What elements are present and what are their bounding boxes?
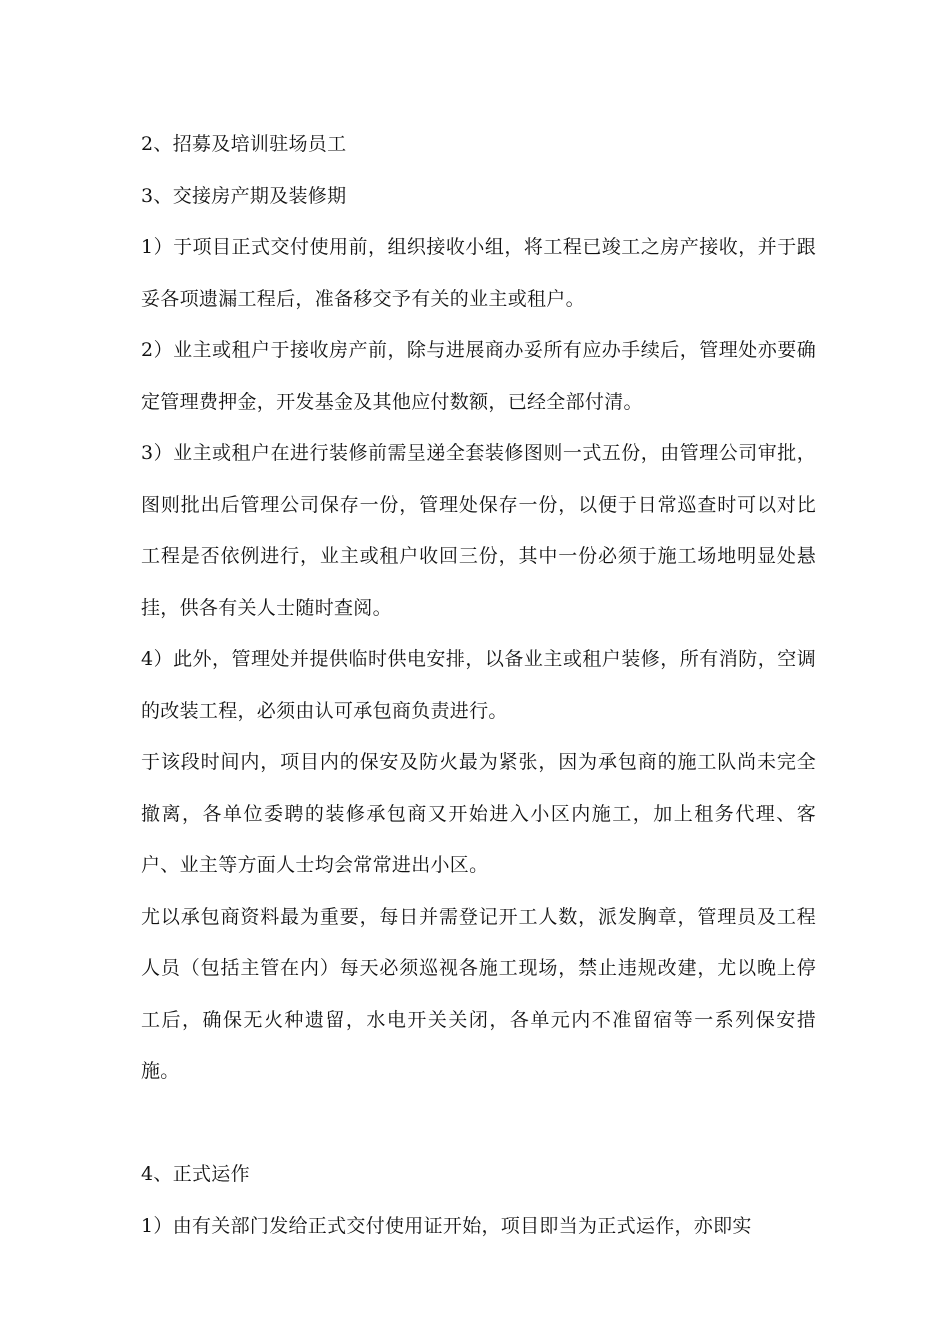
paragraph-item-2-fees: 2）业主或租户于接收房产前，除与进展商办妥所有应办手续后，管理处亦要确定管理费押金，开发基金及其他应付数额，已经全部付清。	[141, 339, 816, 413]
blank-line	[141, 1098, 816, 1150]
paragraph-item-1-handover: 1）于项目正式交付使用前，组织接收小组，将工程已竣工之房产接收，并于跟妥各项遗漏工程后，准备移交予有关的业主或租户。	[141, 236, 816, 310]
paragraph-contractor-records: 尤以承包商资料最为重要，每日并需登记开工人数，派发胸章，管理员及工程人员（包括主管在内）每天必须巡视各施工现场，禁止违规改建，尤以晚上停工后，确保无火种遗留，水电开关关闭，各单元内不准留宿等一系列保安措施。	[141, 905, 816, 1082]
paragraph-security-period: 于该段时间内，项目内的保安及防火最为紧张，因为承包商的施工队尚未完全撤离，各单位委聘的装修承包商又开始进入小区内施工，加上租务代理、客户、业主等方面人士均会常常进出小区。	[141, 751, 816, 876]
document-body	[141, 119, 816, 1252]
paragraph-item-3-renovation-plans: 3）业主或租户在进行装修前需呈递全套装修图则一式五份，由管理公司审批，图则批出后管理公司保存一份，管理处保存一份，以便于日常巡查时可以对比工程是否依例进行，业主或租户收回三份，其中一份必须于施工场地明显处悬挂，供各有关人士随时查阅。	[141, 442, 816, 619]
section-heading-handover-renovation: 3、交接房产期及装修期	[141, 184, 347, 207]
paragraph-item-1-operation-start: 1）由有关部门发给正式交付使用证开始，项目即当为正式运作，亦即实	[141, 1214, 752, 1237]
section-heading-formal-operation: 4、正式运作	[141, 1163, 250, 1185]
section-heading-recruit-training: 2、招募及培训驻场员工	[141, 133, 347, 155]
paragraph-item-4-temporary-power: 4）此外，管理处并提供临时供电安排，以备业主或租户装修，所有消防，空调的改装工程，必须由认可承包商负责进行。	[141, 648, 816, 722]
